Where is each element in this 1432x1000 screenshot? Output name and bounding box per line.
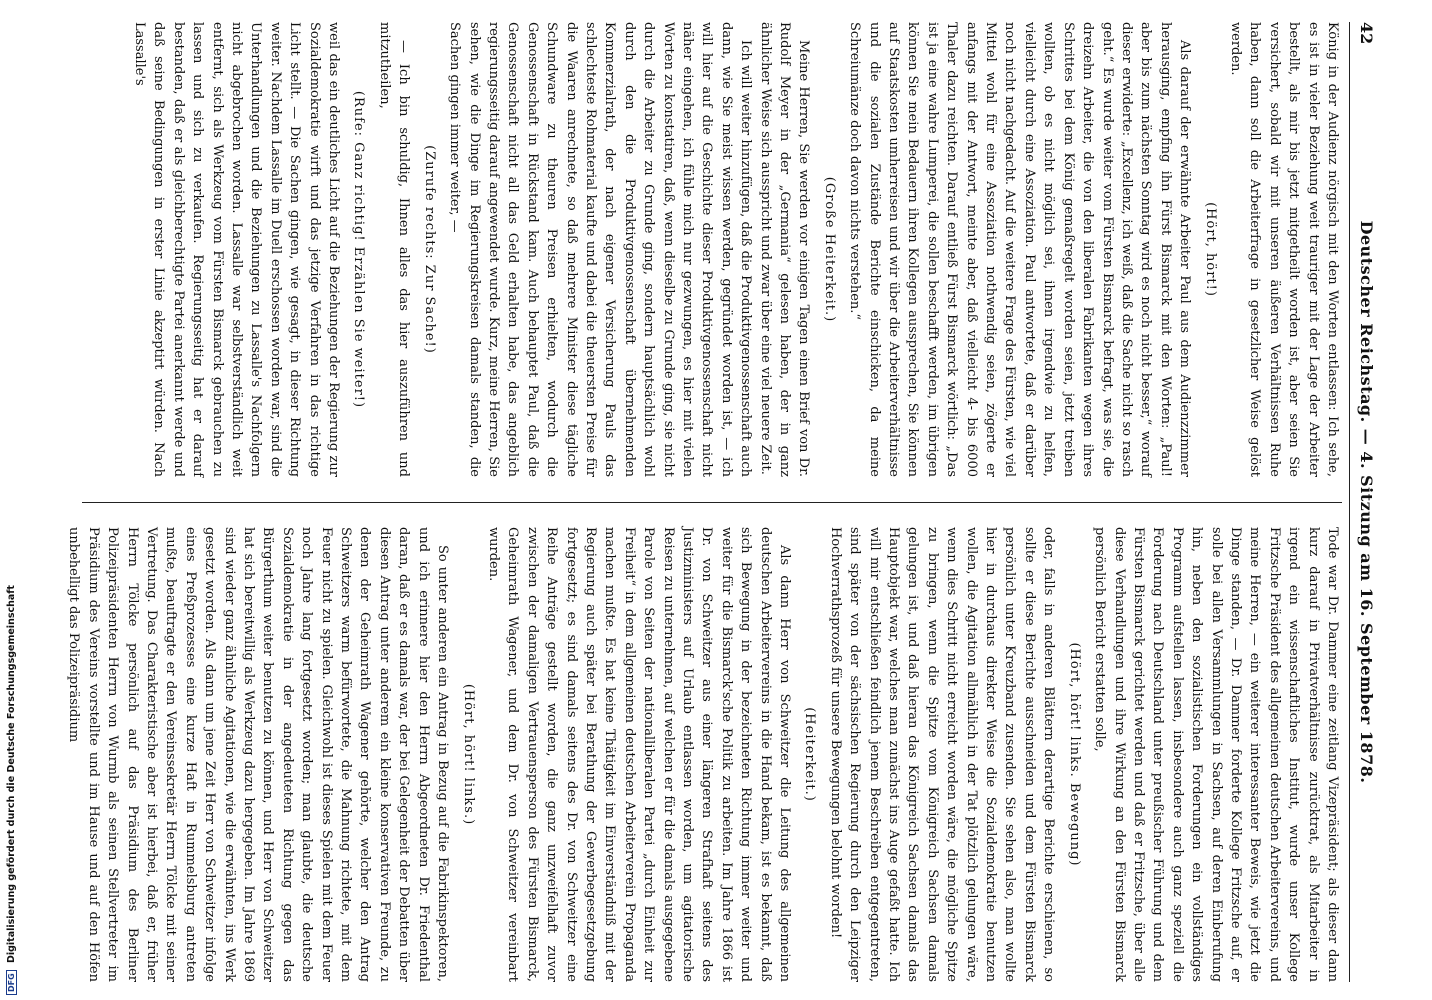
interjection: (Große Heiterkeit.) (821, 176, 837, 323)
paragraph: weil das ein deutliches Licht auf die Beziehungen der Regierung zur Sozialdemokratie wirft und das jetzige Verfahren in das richtige Licht stellt. — Die Sachen gingen, wie gesagt, in dieser Richtung weiter. Nachdem Lassalle im Duell erschossen worden war, sind die Unterhandlungen und die Beziehungen zu Lassalle's Nachfolgern nicht abgebrochen worden. Lassalle war selbstverständlich weit entfernt, sich als Werkzeug vom Fürsten Bismarck gebrauchen zu lassen und sich zu verkaufen. Regierungsseitig hat er darauf bestanden, daß er als gleichberechtigte Partei anerkannt werde und daß seine Bedingungen in erster Linie akzeptirt würden. Nach Lassalle's (132, 22, 342, 477)
interjection: (Hört, hört!) (1202, 202, 1218, 297)
interjection: (Hört, hört! links.) (460, 683, 476, 826)
page-title: Deutscher Reichstag. — 4. Sitzung am 16. September 1878. (1357, 220, 1376, 784)
paragraph: Meine Herren, Sie werden vor einigen Tagen einen Brief von Dr. Rudolf Meyer in der „Germania“ gelesen haben, der in ganz ähnlicher Weise sich ausspricht und zwar über eine viel neuere Zeit. (757, 22, 812, 477)
paragraph: Als dann Herr von Schweitzer die Leitung des allgemeinen deutschen Arbeitervereins in die Hand bekam, ist es bekannt, daß sich Bewegung in der bezeichneten Richtung immer weiter und weiter für die Bismarck'sche Politik zu arbeiten. Im Jahre 1866 ist Dr. von Schweitzer aus einer längeren Strafhaft seitens des Justizministers auf Urlaub entlassen worden, um agitatorische Reisen zu unternehmen, auf welchen er für die damals ausgegebene Parole von Seiten der nationalliberalen Partei „durch Einheit zur Freiheit“ in dem allgemeinen deutschen Arbeiterverein Propaganda machen mußte. Es hat keine Thätigkeit im Einverständniß mit der Regierung auch später bei Berathung der Gewerbegesetzgebung fortgesetzt; es sind damals seitens des Dr. von Schweitzer eine Reihe Anträge gestellt worden, die ganz unzweifelhaft zuvor zwischen der damaligen Vertrauensperson des Fürsten Bismarck, Geheimrath Wagener, und dem Dr. von Schweitzer vereinbart wurden. (485, 527, 793, 982)
paragraph: oder, falls in anderen Blättern derartige Berichte erschienen, so sollte er diese Berichte ausschneiden und dem Fürsten Bismarck persönlich unter Kreuzband zusenden. Sie sehen also, man wollte hier in durchaus direkter Weise die Sozialdemokratie benutzen wollen, die Agitation allmählich in der Tat plötzlich gelungen wäre, wenn dies Schritt nicht erreicht worden wäre, die mögliche Spitze zu bringen, wenn die Spitze vom Königreich Sachsen damals gelungen ist, und daß hieran das Königreich Sachsen damals das Hauptobjekt war, welches man zunächst ins Auge gefaßt hatte. Ich will mir entschließen feindlich jenem Beschreiben entgegentreten, sind später von der sächsischen Regierung durch den Leipziger Hochverrathsprozeß für unsere Bewegungen belohnt worden! (827, 527, 1057, 982)
digitization-note (6, 95, 17, 995)
right-column (66, 527, 1342, 982)
interjection: (Heiterkeit.) (802, 707, 818, 802)
dfg-logo: DFG (6, 970, 17, 995)
paragraph: König in der Audienz nörgisch mit den Worten entlassen: Ich sehe, es ist in vieler Beziehung weit trauriger mit der Lage der Arbeiter bestellt, als mir bis jetzt mitgetheilt worden ist, aber seien Sie versichert, sobald wir mit unseren äußeren Verhältnissen Ruhe haben, dann soll die Arbeiterfrage in gesetzlicher Weise gelöst werden. (1227, 22, 1340, 477)
paragraph: Als darauf der erwähnte Arbeiter Paul aus dem Audienzzimmer herausging, empfing ihn Fürst Bismarck mit den Worten: „Paul! aber bis zum nächsten Sonntag wird es noch nicht besser,“ worauf dieser erwiderte: „Excellenz, ich weiß, daß die Sache nicht so rasch geht.“ Es wurde weiter vom Fürsten Bismarck befragt, was sie, die dreizehn Arbeiter, die von den liberalen Fabrikanten wegen ihres Schrittes bei dem König gemaßregelt worden seien, jetzt treiben wollten, ob es nicht möglich sei, ihnen irgendwie zu helfen, vielleicht durch eine Assoziation. Paul antwortete, daß er darüber noch nicht nachgedacht. Auf die weitere Frage des Fürsten, wie viel Mittel wohl für eine Assoziation nothwendig seien, zögerte er anfangs mit der Antwort, meinte aber, daß vielleicht 4- bis 6000 Thaler dazu reichten. Darauf entließ Fürst Bismarck wörtlich: „Das ist ja eine wahre Lumperei, die sollen beschafft werden, im übrigen können Sie mein Bedauern ihren Kollegen aussprechen, Sie können auf Staatskosten umherreisen und wir über die Arbeiterverhältnisse und die sozialen Zustände Berichte einschicken, da meine Schreiumänze doch davon nichts verstehen.“ (847, 22, 1193, 477)
rotated-sheet (48, 22, 1378, 982)
paragraph: So unter anderen ein Antrag in Bezug auf die Fabrikinspektoren, und ich erinnere hier den Herrn Abgeordneten Dr. Friedenthal daran, daß er es damals war, der bei Gelegenheit der Debatten über diesen Antrag unter anderem ein kleine konservativen Freunde, zu denen der Geheimrath Wagener gehörte, welcher den Antrag Schweitzers warm befürwortete, die Mahnung richtete, mit dem Feuer nicht zu spielen. Gleichwohl ist dieses Spielen mit dem Feuer noch Jahre lang fortgesetzt worden; man glaubte, die deutsche Sozialdemokratie in der angedeuteten Richtung gegen das Bürgerthum weiter benutzen zu können, und Herr von Schweitzer hat sich bereitwillig als Werkzeug dazu hergegeben. Im Jahre 1869 sind wieder ganz ähnliche Agitationen, wie die erwähnten, ins Werk gesetzt worden. Als dann um jene Zeit Herr von Schweitzer infolge eines Preßprozesses eine kurze Haft in Rummelsburg antreten mußte, beauftragte er den Vereinssekretär Herrn Tölcke mit seiner Vertretung. Das Charakteristische aber ist hierbei, daß er, früher Herrn Tölcke persönlich auf das Präsidium des Berliner Polizeipräsidenten Herrn von Wurmb als seinen Stellvertreter im Präsidium des Vereins vorstellte und im Hause und auf den Höfen unbehelligt das Polizeipräsidium (66, 527, 451, 982)
digitization-note-text: Digitalisierung gefördert durch die Deutsche Forschungsgemeinschaft (6, 585, 17, 964)
paragraph: Tode war Dr. Dammer eine zeitlang Vizepräsident; als dieser dann kurz darauf in Privatverhältnisse zurücktrat, als Mitarbeiter in irgend ein wissenschaftliches Institut, wurde unser Kollege Fritzsche Präsident des allgemeinen deutschen Arbeitervereins, und meine Herren, — ein weiterer interessanter Beweis, wie jetzt die Dinge standen, — Dr. Dammer forderte Kollege Fritzsche auf, er solle bei allen Versammlungen in Sachsen, auf deren Einberufung hin, neben den sozialistischen Forderungen ein vollständiges Programm aufstellen lassen, insbesondere auch ganz speziell die Forderung nach Deutschland unter preußischer Führung und dem Fürsten Bismarck gerichtet werden und daß er Fritzsche, über alle diese Verhandlungen und ihre Wirkung an den Fürsten Bismarck persönlich Bericht erstatten solle, (1092, 527, 1340, 982)
page-number: 42 (1357, 22, 1376, 45)
paragraph: Ich will weiter hinzufügen, daß die Produktivgenossenschaft auch dann, wie Sie meist wissen werden, gegründet worden ist, — ich will hier auf die Geschichte dieser Produktivgenossenschaft nicht näher eingehen, ich fühle mich nur gezwungen, es hier mit vielen Worten zu konstatiren, daß, wenn dieselbe zu Grunde ging, sie nicht durch die Arbeiter zu Grunde ging, sondern hauptsächlich wohl durch den die Produktivgenossenschaft übernehmenden Kommerzialrath, der nach eigener Versicherung Pauls das schlechteste Rohmaterial kaufte und dabei die theuersten Preise für die Waaren anrechnete, so daß mehrere Minister diese tägliche Schundware zu theuren Preisen erhielten, wodurch die Genossenschaft in Rückstand kam. Auch behauptet Paul, daß die Genossenschaft nicht all das Geld erhalten habe, das angeblich regierungsseitig darauf angewendet wurde. Kurz, meine Herren, Sie sehen, wie die Dinge im Regierungskreisen damals standen, die Sachen gingen immer weiter, — (447, 22, 754, 477)
interjection: (Zurufe rechts: Zur Sache!) (421, 145, 437, 354)
header-rule (1349, 22, 1350, 982)
left-column (72, 22, 1342, 477)
running-head (1352, 22, 1378, 982)
interjection: (Hört, hört! links. Bewegung) (1066, 642, 1082, 867)
paragraph: — Ich bin schuldig, Ihnen alles das hier auszuführen und mitzutheilen, (376, 22, 412, 477)
interjection: (Rufe: Ganz richtig! Erzählen Sie weiter!) (351, 90, 367, 409)
column-divider (82, 502, 1342, 503)
